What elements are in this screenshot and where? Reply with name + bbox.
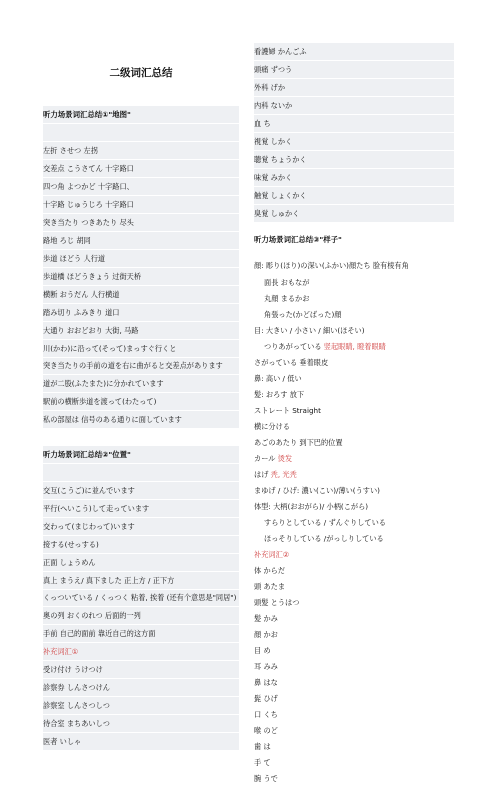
vocab-row: 待合室 まちあいしつ xyxy=(43,715,239,733)
vocab-row: 突き当たりの手前の道を右に曲がると交差点があります xyxy=(43,358,239,375)
vocab-row: 路地 ろじ 胡同 xyxy=(43,232,239,250)
vocab-row: 味覚 みかく xyxy=(254,169,454,187)
vocab-row: 診察券 しんさつけん xyxy=(43,679,239,697)
vocab-text-red: 竖起眼睛, 瞪着眼睛 xyxy=(323,342,386,351)
vocab-row: ストレート Straight xyxy=(254,403,454,419)
vocab-row xyxy=(254,355,454,371)
vocab-row: あごのあたり 到下巴的位置 xyxy=(254,435,454,451)
vocab-row: 鼻 はな xyxy=(254,675,454,691)
vocab-row: 平行(へいこう)して走っています xyxy=(43,500,239,518)
vocab-text-red: 烫发 xyxy=(277,454,293,463)
vocab-row: 顔 かお xyxy=(254,627,454,643)
vocab-text: 垂着眼皮 xyxy=(299,358,329,367)
vocab-row: 歩道 ほどう 人行道 xyxy=(43,250,239,268)
vocab-row: 道が二股(ふたまた)に分かれています xyxy=(43,375,239,393)
vocab-row: 歩道橋 ほどうきょう 过街天桥 xyxy=(43,268,239,286)
vocab-row: 突き当たり つきあたり 尽头 xyxy=(43,214,239,232)
vocab-row: 耳 みみ xyxy=(254,659,454,675)
vocab-row: 手前 自己的面前 靠近自己的这方面 xyxy=(43,625,239,643)
spacer xyxy=(254,223,454,231)
vocab-row: 川(かわ)に沿って(そって)まっすぐ行くと xyxy=(43,340,239,358)
vocab-row: 正面 しょうめん xyxy=(43,554,239,572)
section-heading-appearance: 听力场景词汇总结③"样子" xyxy=(254,231,454,249)
vocab-row: 左折 させつ 左拐 xyxy=(43,142,239,160)
vocab-row: 口 くち xyxy=(254,707,454,723)
vocab-row: 四つ角 よつかど 十字路口、 xyxy=(43,178,239,196)
vocab-text: さがっている xyxy=(254,358,300,367)
right-column xyxy=(254,43,454,787)
vocab-text-red: 秃, 光秃 xyxy=(270,470,297,479)
vocab-row: 目: 大きい / 小さい / 細い(ほそい) xyxy=(254,323,454,339)
vocab-text: つりあがっている xyxy=(264,342,324,351)
vocab-row: 血 ち xyxy=(254,115,454,133)
vocab-row: 角張った(かどばった)顔 xyxy=(254,307,454,323)
vocab-row: 外科 げか xyxy=(254,79,454,97)
vocab-row: 鼻: 高い / 低い xyxy=(254,371,454,387)
vocab-row: 顔: 彫り(ほり)の深い(ふかい)顔たち 脸有棱有角 xyxy=(254,257,454,275)
vocab-text: カール xyxy=(254,454,278,463)
vocab-row: 接する(せっする) xyxy=(43,536,239,554)
vocab-row: 臭覚 しゅかく xyxy=(254,205,454,223)
vocab-row xyxy=(254,467,454,483)
vocab-row: すらりとしている / ずんぐりしている xyxy=(254,515,454,531)
vocab-row: 腕 うで xyxy=(254,771,454,787)
vocab-row xyxy=(254,339,454,355)
vocab-row: 頭 あたま xyxy=(254,579,454,595)
vocab-row: 丸顔 まるかお xyxy=(254,291,454,307)
vocab-row: 髪: おろす 放下 xyxy=(254,387,454,403)
vocab-row xyxy=(254,451,454,467)
vocab-row: まゆげ / ひげ: 濃い(こい)/薄い(うすい) xyxy=(254,483,454,499)
vocab-row: 診察室 しんさつしつ xyxy=(43,697,239,715)
vocab-row: 手 て xyxy=(254,755,454,771)
spacer xyxy=(254,249,454,257)
vocab-row: 喉 のど xyxy=(254,723,454,739)
section-heading-map: 听力场景词汇总结①"地图" xyxy=(43,106,239,124)
left-column xyxy=(43,40,239,751)
vocab-text: はげ xyxy=(254,470,271,479)
vocab-row: 面長 おもなが xyxy=(254,275,454,291)
vocab-row: 十字路 じゅうじろ 十字路口 xyxy=(43,196,239,214)
supplement-label: 补充词汇② xyxy=(254,547,454,563)
supplement-label: 补充词汇① xyxy=(43,643,239,661)
vocab-row: 目 め xyxy=(254,643,454,659)
vocab-row: 髭 ひげ xyxy=(254,691,454,707)
vocab-row: 私の部屋は 信号のある通りに面しています xyxy=(43,411,239,429)
vocab-row: 横に分ける xyxy=(254,419,454,435)
vocab-row: 大通り おおどおり 大街, 马路 xyxy=(43,322,239,340)
vocab-row: 体 からだ xyxy=(254,563,454,579)
vocab-row: 聴覚 ちょうかく xyxy=(254,151,454,169)
vocab-row: 頭髪 とうはつ xyxy=(254,595,454,611)
vocab-row: 受け付け うけつけ xyxy=(43,661,239,679)
vocab-row: 内科 ないか xyxy=(254,97,454,115)
blank-row xyxy=(43,464,239,482)
vocab-row: 交わって(まじわって)います xyxy=(43,518,239,536)
vocab-row: 看護婦 かんごふ xyxy=(254,43,454,61)
vocab-row: 医者 いしゃ xyxy=(43,733,239,751)
vocab-row: 体型: 大柄(おおがら)/ 小柄(こがら) xyxy=(254,499,454,515)
vocab-row: 駅前の横断歩道を渡って(わたって) xyxy=(43,393,239,411)
vocab-row: ほっそりしている /がっしりしている xyxy=(254,531,454,547)
vocab-row: 真上 まうえ/ 真下ました 正上方 / 正下方 xyxy=(43,572,239,590)
vocab-row: 交差点 こうさてん 十字路口 xyxy=(43,160,239,178)
vocab-row: 歯 は xyxy=(254,739,454,755)
section-heading-position: 听力场景词汇总结②"位置" xyxy=(43,446,239,464)
vocab-row: 奥の列 おくのれつ 后面的一列 xyxy=(43,607,239,625)
vocab-row: 髪 かみ xyxy=(254,611,454,627)
vocab-row: 横断 おうだん 人行横道 xyxy=(43,286,239,304)
vocab-row: 交互(こうご)に並んでいます xyxy=(43,482,239,500)
vocab-row: 視覚 しかく xyxy=(254,133,454,151)
spacer xyxy=(43,429,239,446)
vocab-row: 触覚 しょくかく xyxy=(254,187,454,205)
vocab-row: くっついている / くっつく 粘着, 挨着 (还有个意思是"同居") xyxy=(43,590,239,607)
page-title: 二级词汇总结 xyxy=(109,67,173,79)
blank-row xyxy=(43,124,239,142)
vocab-row: 頭痛 ずつう xyxy=(254,61,454,79)
vocab-row: 踏み切り ふみきり 道口 xyxy=(43,304,239,322)
